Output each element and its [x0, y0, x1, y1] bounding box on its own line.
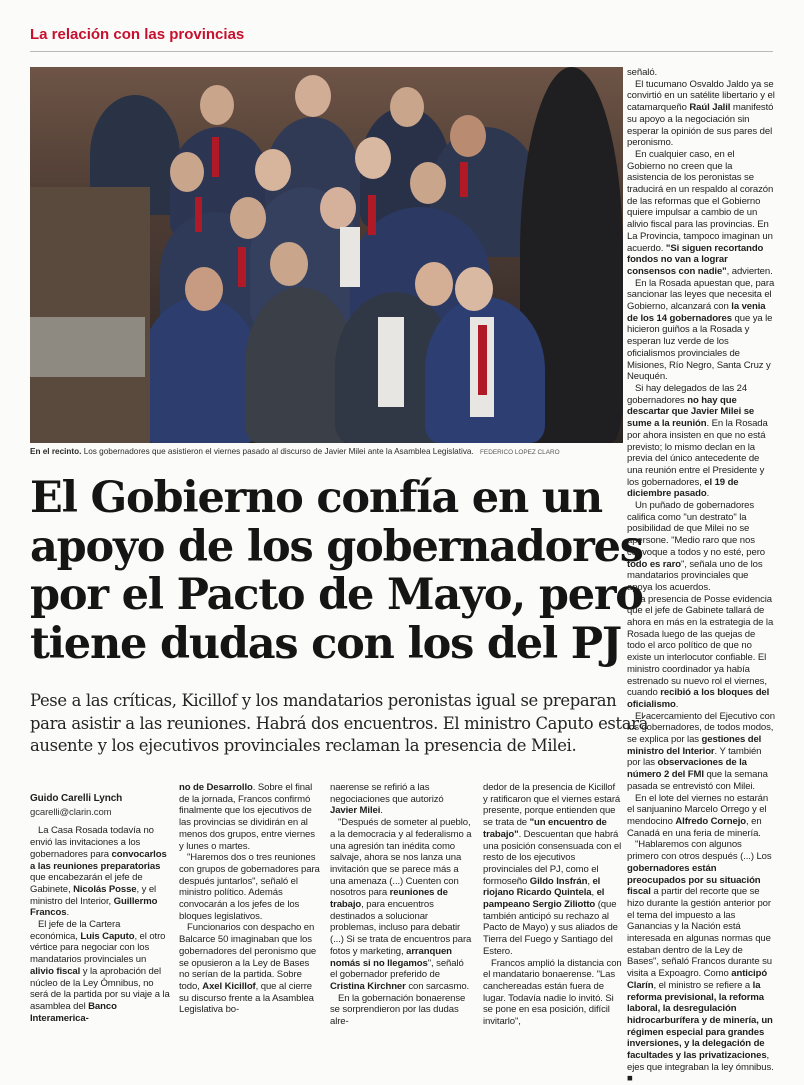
- caption-lead: En el recinto.: [30, 447, 82, 456]
- photo-caption: [30, 447, 623, 456]
- headline-line: El Gobierno confía en un: [30, 473, 602, 523]
- headline-line: tiene dudas con los del PJ: [30, 618, 622, 669]
- headline-line: por el Pacto de Mayo, pero: [30, 570, 643, 620]
- headline-line: apoyo de los gobernadores: [30, 521, 643, 572]
- article-column-2: no de Desarrollo. Sobre el final de la jornada, Francos confirmó finalmente que los ejecutivos de las provincias se dividirán en al menos dos grupos, entre viernes y lunes o martes. "Haremos dos o tres reuniones con grupos de gobernadores para después juntarlos", señaló el ministro político. Además convocarán a los jefes de los bloques legislativos. Funcionarios con despacho en Balcarce 50 imaginaban que los gobernadores del peronismo que se opusieron a la Ley de Bases no serían de la partida. Sobre todo, Axel Kicillof, que al cierre su discurso frente a la Asamblea Legislativa bo-: [179, 782, 320, 1016]
- section-label: La relación con las provincias: [30, 26, 245, 43]
- governors-photo: [30, 67, 623, 443]
- deck-line: Pese a las críticas, Kicillof y los mandatarios peronistas igual se preparan: [30, 691, 617, 710]
- byline: Guido Carelli Lynch: [30, 793, 123, 804]
- author-email: gcarelli@clarin.com: [30, 806, 112, 818]
- article-column-4: dedor de la presencia de Kicillof y ratificaron que el viernes estará presente, porque entienden que se trata de "un encuentro de trabajo". Descuentan que habrá una posición consensuada con el resto de los ejecutivos provinciales del PJ, como el formoseño Gildo Insfrán, el riojano Ricardo Quintela, el pampeano Sergio Ziliotto (que también anticipó su rechazo al Pacto de Mayo) y sus aliados de Tierra del Fuego y Santiago del Estero. Francos amplió la distancia con el mandatario bonaerense. "Las canchereadas están fuera de lugar. Todavía nadie lo invitó. Si se pone en esa posición, difícil invitarlo",: [483, 782, 622, 1028]
- deck-line: para asistir a las reuniones. Habrá dos encuentros. El ministro Caputo estará: [30, 713, 649, 733]
- subheadline: [30, 690, 649, 758]
- article-column-3: naerense se refirió a las negociaciones que autorizó Javier Milei. "Después de someter al pueblo, a la democracia y al federalismo a una agresión tan inédita como salvaje, ahora se nos lanza una invitación que se parece más a una amenaza (...) Cuenten con nosotros para reuniones de trabajo, para encuentros destinados a solucionar problemas, incluso para debatir (...) Si se trata de encuentros para fotos y marketing, arranquen nomás si no llegamos", señaló el gobernador preferido de Cristina Kirchner con sarcasmo. En la gobernación bonaerense se sorprendieron por las dudas alre-: [330, 782, 472, 1028]
- photo-credit: FEDERICO LOPEZ CLARO: [480, 449, 560, 456]
- article-column-5: señaló. El tucumano Osvaldo Jaldo ya se convirtió en un satélite libertario y el catamarqueño Raúl Jalil manifestó su apoyo a la negociación sin esperar la opinión de sus pares del peronismo. En cualquier caso, en el Gobierno no creen que la asistencia de los peronistas se traducirá en un respaldo al corazón de las reformas que el Gobierno quiere impulsar a cambio de un alivio fiscal para las provincias. En La Provincia, tampoco imaginan un acuerdo. "Si siguen recortando fondos no van a lograr consensos con nadie", advierten. En la Rosada apuestan que, para sancionar las leyes que necesita el Gobierno, alcanzará con la venia de los 14 gobernadores que ya le hicieron guiños a la Rosada y esperan luz verde de los oficialismos provinciales de Misiones, Río Negro, Santa Cruz y Neuquén. Si hay delegados de las 24 gobernadores no hay que descartar que Javier Milei se sume a la reunión. En la Rosada por ahora insisten en que no está previsto; lo mismo declan en la previa del único antecedente de una reunión entre el Presidente y los gobernadores, el 19 de diciembre pasado. Un puñado de gobernadores califica como "un destrato" la posibilidad de que Milei no se apersone. "Medio raro que nos convoque a todos y no esté, pero todo es raro", señala uno de los mandatarios provinciales que apoya los acuerdos. La presencia de Posse evidencia que el jefe de Gabinete tallará de ahora en más en la estrategia de la Rosada luego de las quejas de todo el arco político de que no existe un interlocutor confiable. El ministro coordinador ya había estrenado su nuevo rol el viernes, cuando recibió a los bloques del oficialismo. El acercamiento del Ejecutivo con los gobernadores, de todos modos, se explica por las gestiones del ministro del Interior. Y también por las observaciones de la número 2 del FMI que la semana pasada se entrevistó con Milei. En el lote del viernes no estarán el sanjuanino Marcelo Orrego y el mendocino Alfredo Cornejo, en Canadá en una feria de minería. "Hablaremos con algunos primero con otros después (...) Los gobernadores están preocupados por su situación fiscal a partir del recorte que se hizo durante la gestión anterior por el tema del impuesto a las Ganancias y la Nación está interesada en algunas normas que estaban dentro de la Ley de Bases", señaló Francos durante su visita a Expoagro. Como anticipó Clarín, el ministro se refiere a la reforma previsional, la reforma laboral, la desregulación hidrocarburífera y de minería, un régimen especial para grandes inversiones, y la delegación de facultades y las privatizaciones, ejes que integraban la ley ómnibus. ■: [627, 67, 775, 1085]
- section-rule: [30, 51, 773, 52]
- article-column-1: Guido Carelli Lynch gcarelli@clarin.com La Casa Rosada todavía no envió las invitaciones a los gobernadores para convocarlos a las reuniones preparatorias que encabezarán el jefe de Gabinete, Nicolás Posse, y el ministro del Interior, Guillermo Francos. El jefe de la Cartera económica, Luis Caputo, el otro vértice para negociar con los mandatarios provinciales un alivio fiscal y la aprobación del núcleo de la Ley Ómnibus, no será de la partida por su viaje a la asamblea del Banco Interamerica-: [30, 793, 170, 1024]
- deck-line: ausente y los ejecutivos provinciales reclaman la presencia de Milei.: [30, 736, 577, 755]
- caption-text: Los gobernadores que asistieron el viernes pasado al discurso de Javier Milei ante la Asamblea Legislativa.: [83, 447, 474, 456]
- headline: [30, 473, 643, 669]
